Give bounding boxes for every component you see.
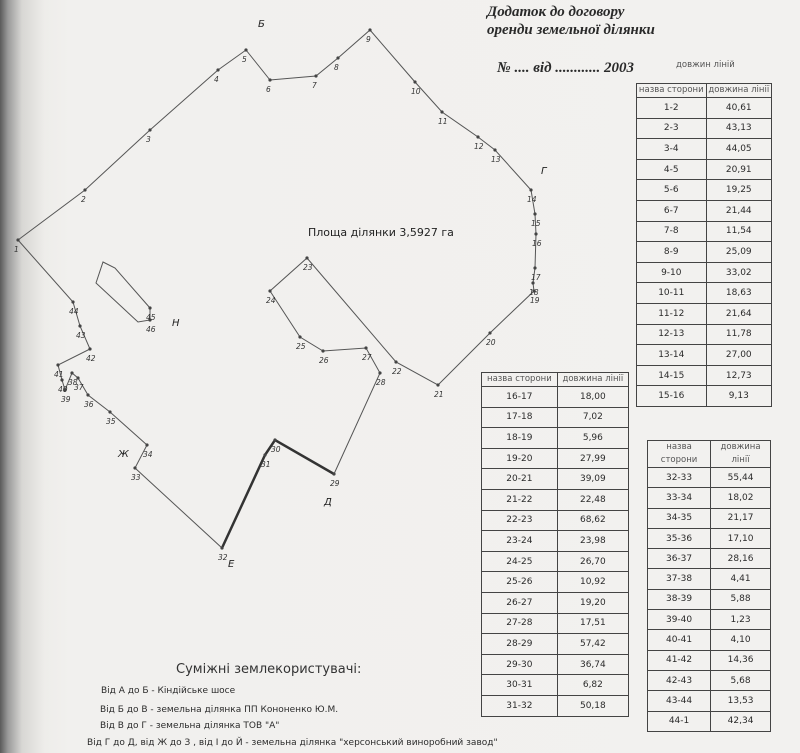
plot-area-label: Площа ділянки 3,5927 га (308, 226, 454, 239)
table-row (637, 139, 772, 160)
table-row (482, 572, 629, 593)
boundary-point-number: 38 (68, 378, 78, 387)
corner-letter-label: Г (541, 166, 547, 177)
side-name-cell: 34-35 (648, 508, 711, 528)
table-row (648, 468, 771, 488)
table-row (648, 630, 771, 650)
boundary-point-number: 30 (271, 445, 281, 454)
side-name-cell: 35-36 (648, 528, 711, 548)
line-length-cell: 5,68 (711, 670, 771, 690)
table1-header-side: назва сторони (637, 84, 707, 98)
boundary-point (83, 188, 86, 191)
table-row (648, 569, 771, 589)
boundary-point-number: 31 (261, 460, 271, 469)
line-length-cell: 1,23 (711, 610, 771, 630)
boundary-point (493, 148, 496, 151)
boundary-point (145, 443, 148, 446)
boundary-point-number: 13 (491, 155, 501, 164)
side-name-cell: 43-44 (648, 691, 711, 711)
boundary-point (273, 438, 276, 441)
line-length-cell: 21,64 (706, 303, 771, 324)
boundary-point-number: 14 (527, 195, 537, 204)
line-length-cell: 17,10 (711, 528, 771, 548)
line-length-cell: 10,92 (557, 572, 628, 593)
line-length-cell: 22,48 (557, 489, 628, 510)
side-name-cell: 22-23 (482, 510, 558, 531)
side-name-cell: 30-31 (482, 675, 558, 696)
line-length-cell: 21,17 (711, 508, 771, 528)
table-row (648, 610, 771, 630)
boundary-point (440, 110, 443, 113)
boundary-point-number: 20 (486, 338, 496, 347)
side-name-cell: 1-2 (637, 98, 707, 119)
side-name-cell: 16-17 (482, 387, 558, 408)
line-length-cell: 42,34 (711, 711, 771, 731)
boundary-point (476, 135, 479, 138)
side-name-cell: 6-7 (637, 200, 707, 221)
line-length-cell: 57,42 (557, 634, 628, 655)
boundary-point-number: 4 (214, 75, 219, 84)
boundary-point-number: 27 (362, 353, 372, 362)
boundary-point-number: 11 (438, 117, 448, 126)
table-row (482, 551, 629, 572)
line-length-cell: 18,63 (706, 283, 771, 304)
table-row (482, 695, 629, 716)
boundary-point (533, 266, 536, 269)
table-row (482, 592, 629, 613)
boundary-point-number: 29 (330, 479, 340, 488)
table-row (648, 650, 771, 670)
neighbor-line-4: Від Г до Д, від Ж до З , від І до Й - земельна ділянка "херсонський виноробний завод" (87, 738, 498, 748)
table3-header-side: назва сторони (648, 441, 711, 468)
table-row (482, 387, 629, 408)
table-row (648, 589, 771, 609)
boundary-point-number: 21 (434, 390, 444, 399)
table-row (637, 159, 772, 180)
side-name-cell: 7-8 (637, 221, 707, 242)
boundary-point (88, 347, 91, 350)
side-name-cell: 24-25 (482, 551, 558, 572)
side-name-cell: 37-38 (648, 569, 711, 589)
side-name-cell: 4-5 (637, 159, 707, 180)
side-name-cell: 10-11 (637, 283, 707, 304)
line-length-cell: 43,13 (706, 118, 771, 139)
header-appendix-title: Додаток до договору (487, 4, 625, 20)
table-row (637, 221, 772, 242)
table-row (648, 691, 771, 711)
line-length-cell: 27,00 (706, 345, 771, 366)
boundary-point (108, 410, 111, 413)
table-row (637, 324, 772, 345)
line-length-cell: 25,09 (706, 242, 771, 263)
boundary-point (78, 324, 81, 327)
boundary-point (263, 453, 266, 456)
side-name-cell: 28-29 (482, 634, 558, 655)
table-row (637, 303, 772, 324)
boundary-point-number: 46 (146, 325, 156, 334)
side-name-cell: 31-32 (482, 695, 558, 716)
boundary-point-number: 2 (81, 195, 86, 204)
boundary-point (332, 472, 335, 475)
side-name-cell: 32-33 (648, 468, 711, 488)
boundary-point-number: 8 (334, 63, 339, 72)
side-name-cell: 23-24 (482, 531, 558, 552)
boundary-point-number: 40 (58, 385, 68, 394)
boundary-point-number: 28 (376, 378, 386, 387)
boundary-point-number: 45 (146, 313, 156, 322)
boundary-point (268, 289, 271, 292)
line-length-cell: 68,62 (557, 510, 628, 531)
boundary-point-number: 22 (392, 367, 402, 376)
boundary-point-number: 36 (84, 400, 94, 409)
table-row (637, 242, 772, 263)
boundary-point (436, 383, 439, 386)
line-length-cell: 17,51 (557, 613, 628, 634)
boundary-point-number: 6 (266, 85, 271, 94)
boundary-point (488, 331, 491, 334)
line-length-cell: 12,73 (706, 365, 771, 386)
line-length-cell: 20,91 (706, 159, 771, 180)
side-name-cell: 18-19 (482, 428, 558, 449)
boundary-point (298, 335, 301, 338)
table-row (637, 365, 772, 386)
boundary-point (368, 28, 371, 31)
corner-letter-label: Н (172, 318, 180, 329)
side-name-cell: 38-39 (648, 589, 711, 609)
table-row (637, 200, 772, 221)
boundary-point (133, 466, 136, 469)
side-name-cell: 21-22 (482, 489, 558, 510)
table-row (482, 428, 629, 449)
table3-header-length: довжина лінії (711, 441, 771, 468)
corner-letter-label: Е (228, 559, 235, 570)
boundary-point (70, 371, 73, 374)
side-name-cell: 3-4 (637, 139, 707, 160)
boundary-point-number: 24 (266, 296, 276, 305)
line-length-cell: 18,00 (557, 387, 628, 408)
line-length-cell: 9,13 (706, 386, 771, 407)
boundary-point (321, 349, 324, 352)
line-length-cell: 18,02 (711, 488, 771, 508)
side-name-cell: 19-20 (482, 448, 558, 469)
table-row (482, 469, 629, 490)
boundary-point (413, 80, 416, 83)
side-name-cell: 42-43 (648, 670, 711, 690)
line-length-cell: 5,88 (711, 589, 771, 609)
boundary-point-number: 17 (531, 273, 541, 282)
line-length-cell: 19,20 (557, 592, 628, 613)
line-length-cell: 44,05 (706, 139, 771, 160)
table-row (482, 613, 629, 634)
boundary-point-number: 26 (319, 356, 329, 365)
side-name-cell: 40-41 (648, 630, 711, 650)
boundary-point (16, 238, 19, 241)
boundary-point (364, 346, 367, 349)
side-name-cell: 8-9 (637, 242, 707, 263)
boundary-point (220, 546, 223, 549)
table1-header-length: довжина лінії (706, 84, 771, 98)
boundary-point (314, 74, 317, 77)
header-appendix-subtitle: оренди земельної ділянки (487, 22, 655, 38)
boundary-point-number: 34 (143, 450, 153, 459)
line-length-cell: 55,44 (711, 468, 771, 488)
boundary-point-number: 16 (532, 239, 542, 248)
side-name-cell: 12-13 (637, 324, 707, 345)
table-row (648, 488, 771, 508)
plot-boundary-line (18, 30, 536, 548)
line-length-cell: 5,96 (557, 428, 628, 449)
side-name-cell: 9-10 (637, 262, 707, 283)
boundary-point (71, 300, 74, 303)
boundary-point-number: 37 (74, 383, 84, 392)
inner-parcel-outline (96, 262, 150, 322)
side-name-cell: 29-30 (482, 654, 558, 675)
table-row (482, 531, 629, 552)
neighbor-line-1: Від А до Б - Кіндійське шосе (101, 686, 236, 696)
boundary-point (529, 188, 532, 191)
boundary-point-number: 23 (303, 263, 313, 272)
boundary-point-number: 35 (106, 417, 116, 426)
line-length-cell: 28,16 (711, 549, 771, 569)
table-row (637, 262, 772, 283)
boundary-point (305, 256, 308, 259)
boundary-point (378, 371, 381, 374)
line-lengths-table-2 (481, 372, 629, 717)
side-name-cell: 14-15 (637, 365, 707, 386)
table-row (648, 508, 771, 528)
boundary-point-number: 5 (242, 55, 247, 64)
corner-letter-label: Д (324, 497, 332, 508)
line-length-cell: 33,02 (706, 262, 771, 283)
highlighted-boundary-segment (222, 440, 334, 548)
side-name-cell: 26-27 (482, 592, 558, 613)
line-length-cell: 23,98 (557, 531, 628, 552)
boundary-point-number: 15 (531, 219, 541, 228)
boundary-point-number: 12 (474, 142, 484, 151)
boundary-point-number: 32 (218, 553, 228, 562)
boundary-point-number: 42 (86, 354, 96, 363)
line-length-cell: 13,53 (711, 691, 771, 711)
table-row (637, 283, 772, 304)
line-length-cell: 39,09 (557, 469, 628, 490)
side-name-cell: 5-6 (637, 180, 707, 201)
line-length-cell: 19,25 (706, 180, 771, 201)
table-row (482, 634, 629, 655)
side-name-cell: 25-26 (482, 572, 558, 593)
side-name-cell: 20-21 (482, 469, 558, 490)
line-length-cell: 4,41 (711, 569, 771, 589)
line-length-cell: 21,44 (706, 200, 771, 221)
neighbor-line-2: Від Б до В - земельна ділянка ПП Кононенко Ю.М. (100, 705, 339, 715)
side-name-cell: 11-12 (637, 303, 707, 324)
boundary-point-number: 19 (530, 296, 540, 305)
line-length-cell: 11,78 (706, 324, 771, 345)
table-row (482, 489, 629, 510)
side-name-cell: 2-3 (637, 118, 707, 139)
boundary-point-number: 10 (411, 87, 421, 96)
boundary-point-number: 1 (14, 245, 19, 254)
corner-letter-label: Ж (118, 449, 129, 460)
side-name-cell: 13-14 (637, 345, 707, 366)
boundary-point-number: 3 (146, 135, 151, 144)
boundary-point (86, 393, 89, 396)
side-name-cell: 15-16 (637, 386, 707, 407)
boundary-point-number: 44 (69, 307, 79, 316)
boundary-point (148, 306, 151, 309)
neighbors-heading: Суміжні землекористувачі: (176, 662, 362, 677)
table-row (648, 528, 771, 548)
neighbor-line-3: Від В до Г - земельна ділянка ТОВ "А" (100, 721, 280, 731)
boundary-point-number: 18 (529, 288, 539, 297)
boundary-point-number: 9 (366, 35, 371, 44)
table-row (482, 407, 629, 428)
line-length-cell: 36,74 (557, 654, 628, 675)
boundary-point-number: 7 (312, 81, 317, 90)
boundary-point (244, 48, 247, 51)
table-row (648, 670, 771, 690)
table-row (482, 448, 629, 469)
side-name-cell: 41-42 (648, 650, 711, 670)
boundary-point (534, 232, 537, 235)
table2-header-side: назва сторони (482, 373, 558, 387)
line-length-cell: 6,82 (557, 675, 628, 696)
boundary-point-number: 41 (54, 370, 64, 379)
table-row (648, 549, 771, 569)
boundary-point-number: 39 (61, 395, 71, 404)
boundary-point (56, 363, 59, 366)
table-row (482, 675, 629, 696)
line-length-cell: 4,10 (711, 630, 771, 650)
boundary-point-number: 43 (76, 331, 86, 340)
side-name-cell: 44-1 (648, 711, 711, 731)
table1-caption: довжин ліній (676, 60, 735, 70)
line-lengths-table-1 (636, 83, 772, 407)
line-length-cell: 50,18 (557, 695, 628, 716)
boundary-point (533, 212, 536, 215)
table-row (637, 345, 772, 366)
table-row (637, 386, 772, 407)
table2-header-length: довжина лінії (557, 373, 628, 387)
table-row (648, 711, 771, 731)
line-length-cell: 7,02 (557, 407, 628, 428)
boundary-point (216, 68, 219, 71)
boundary-point (336, 56, 339, 59)
header-contract-number: № .... від ............ 2003 (497, 60, 635, 76)
table-row (482, 510, 629, 531)
side-name-cell: 39-40 (648, 610, 711, 630)
boundary-point (148, 128, 151, 131)
side-name-cell: 33-34 (648, 488, 711, 508)
table-row (637, 118, 772, 139)
table-row (637, 180, 772, 201)
line-lengths-table-3 (647, 440, 771, 732)
line-length-cell: 40,61 (706, 98, 771, 119)
corner-letter-label: Б (258, 19, 265, 30)
line-length-cell: 11,54 (706, 221, 771, 242)
boundary-point-number: 25 (296, 342, 306, 351)
line-length-cell: 26,70 (557, 551, 628, 572)
table-row (482, 654, 629, 675)
boundary-point (394, 360, 397, 363)
table-row (637, 98, 772, 119)
line-length-cell: 27,99 (557, 448, 628, 469)
side-name-cell: 17-18 (482, 407, 558, 428)
boundary-point (268, 78, 271, 81)
boundary-point-number: 33 (131, 473, 141, 482)
side-name-cell: 27-28 (482, 613, 558, 634)
line-length-cell: 14,36 (711, 650, 771, 670)
side-name-cell: 36-37 (648, 549, 711, 569)
